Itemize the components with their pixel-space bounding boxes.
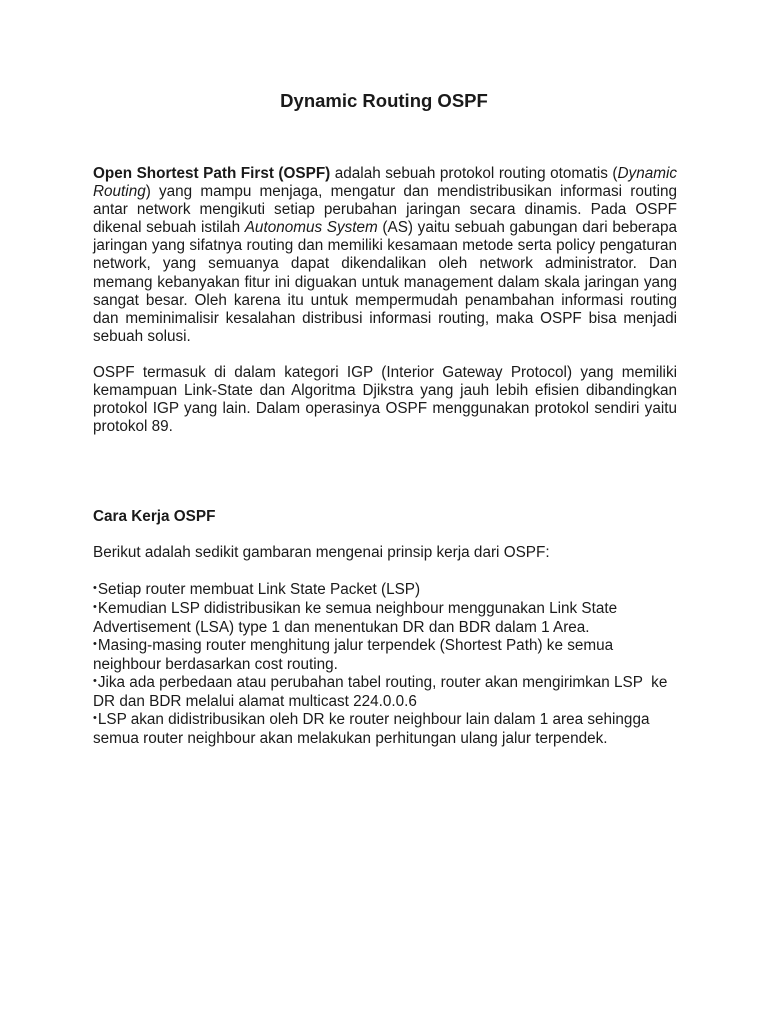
ospf-term: Open Shortest Path First (OSPF) [93,165,331,182]
bullet-icon: • [93,674,97,687]
dynamic-routing-term: Dynamic Routing [93,165,677,201]
list-item [93,581,677,600]
paragraph-text: adalah sebuah protokol routing otomatis ( [330,165,618,182]
list-item [93,711,677,748]
paragraph-text: (AS) yaitu sebuah gabungan dari beberapa jaringan yang sifatnya routing dan memiliki kesamaan metode serta policy pengaturan network, yang semuanya dapat dikendalikan oleh network administrator. Dan memang kebanyakan fitur ini diguakan untuk management dalam skala jaringan yang sangat besar. Oleh karena itu untuk mempermudah penambahan informasi routing dan meminimalisir kesalahan distribusi informasi routing, maka OSPF bisa menjadi sebuah solusi. [93,219,677,345]
list-item [93,637,677,674]
bullet-icon: • [93,712,97,725]
list-item-text: Jika ada perbedaan atau perubahan tabel routing, router akan mengirimkan LSP ke DR dan BDR melalui alamat multicast 224.0.0.6 [93,673,672,711]
bullet-icon: • [93,637,97,650]
steps-list [93,581,677,749]
document-title: Dynamic Routing OSPF [280,90,488,111]
list-item [93,674,677,711]
list-item [93,600,677,637]
list-item-text: Kemudian LSP didistribusikan ke semua neighbour menggunakan Link State Advertisement (LSA) type 1 dan menentukan DR dan BDR dalam 1 Area. [93,599,618,636]
list-item-text: Masing-masing router menghitung jalur terpendek (Shortest Path) ke semua neighbour berdasarkan cost routing. [93,636,614,673]
bullet-icon: • [93,581,97,594]
section-intro: Berikut adalah sedikit gambaran mengenai prinsip kerja dari OSPF: [93,544,550,562]
autonomus-system-term: Autonomus System [244,219,378,237]
list-item-text: Setiap router membuat Link State Packet (LSP) [97,580,421,598]
document-body [93,165,677,748]
list-item-text: LSP akan didistribusikan oleh DR ke router neighbour lain dalam 1 area sehingga semua router neighbour akan melakukan perhitungan ulang jalur terpendek. [93,711,650,748]
paragraph-ospf-definition [93,165,677,346]
bullet-icon: • [93,600,97,613]
paragraph-ospf-igp: OSPF termasuk di dalam kategori IGP (Interior Gateway Protocol) yang memiliki kemampuan Link-State dan Algoritma Djikstra yang jauh lebih efisien dibandingkan protokol IGP yang lain. Dalam operasinya OSPF menggunakan protokol sendiri yaitu protokol 89. [93,363,677,436]
paragraph-text: ) yang mampu menjaga, mengatur dan mendistribusikan informasi routing antar network mengikuti setiap perubahan jaringan secara dinamis. Pada OSPF dikenal sebuah istilah [93,183,677,237]
section-heading-cara-kerja: Cara Kerja OSPF [93,508,216,526]
